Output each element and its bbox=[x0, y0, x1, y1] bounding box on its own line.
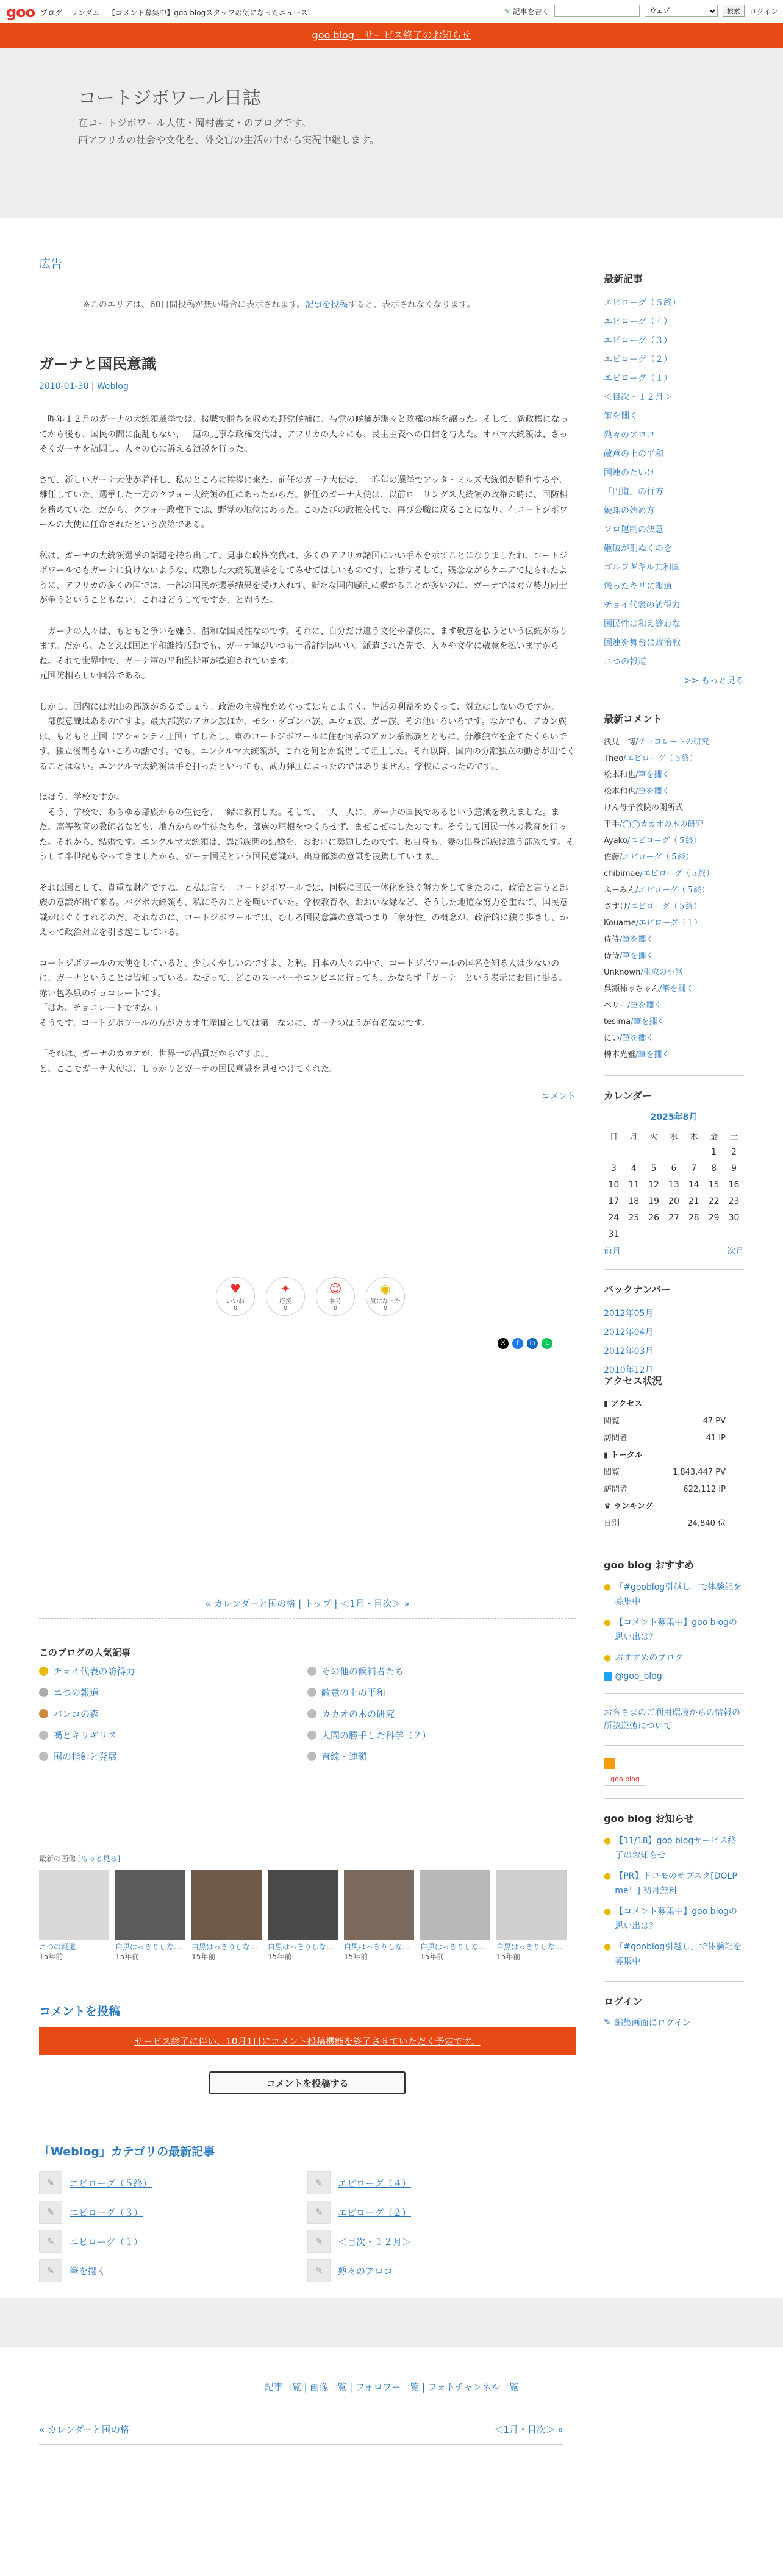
article-thumb-icon: ✎ bbox=[39, 2230, 62, 2253]
popular-item[interactable]: チョイ代表の訪得力 bbox=[53, 1666, 135, 1677]
calendar-day: 16 bbox=[728, 1179, 740, 1190]
recent-post-link[interactable]: エピローグ（３） bbox=[604, 336, 672, 346]
recommend-item[interactable]: ● 「#gooblog引越し」で体験記を募集中 bbox=[604, 1580, 744, 1609]
post-paragraph: 「そう、学校で、あらゆる部族からの生徒を、一緒に教育した。そして、一人一人に、ガーナの国民であるという意識を教えました。また、高等教育の教師者なども、地方からの生徒たちを、部族の垣根をつくらせず、まぜこぜにしたのです。そうして国民一体の教育を行った。それから、結婚です。エンクルマ大統領は、異部族間の結婚を、おおいに奨励したのです。私自身も、妻の出身部族は違う部族です。そうして半世紀もやってきましたから、ガーナ国民という国民意識が、出身部族の意識を凌駕しています。」 bbox=[39, 807, 574, 862]
x-share-icon[interactable]: X bbox=[498, 1338, 509, 1349]
next-post-link[interactable]: ＜1月・目次＞ » bbox=[340, 1598, 410, 1609]
divider bbox=[604, 1798, 744, 1799]
popular-item[interactable]: 人間の勝手した科学（２） bbox=[321, 1730, 432, 1741]
recent-post-link[interactable]: ニつの報道 bbox=[604, 657, 646, 667]
post-paragraph: しかし、国内には沢山の部族があるでしょう。政治の主導権をめぐってはもとよりく、生活の利益をめぐって、対立はしないのですか。 bbox=[39, 702, 559, 712]
recent-comment[interactable]: Theo/エピローグ（５終） bbox=[604, 754, 698, 763]
calendar-weekday: 日 bbox=[609, 1132, 618, 1142]
post-comment-button[interactable]: コメントを投稿する bbox=[209, 2071, 406, 2094]
smile-icon: ☺ bbox=[329, 1281, 342, 1296]
chart-icon: ▮ bbox=[604, 1400, 609, 1409]
footer-next-link[interactable]: ＜1月・目次＞ » bbox=[494, 2424, 563, 2435]
rank-icon bbox=[39, 1731, 48, 1740]
popular-heading: このブログの人気記事 bbox=[39, 1647, 131, 1658]
bulb-icon: ● bbox=[604, 1582, 612, 1592]
comment-post-section bbox=[39, 2002, 576, 2094]
calendar-day: 23 bbox=[728, 1196, 740, 1206]
calendar-heading: カレンダー bbox=[604, 1090, 652, 1101]
calendar-day: 9 bbox=[731, 1163, 737, 1173]
recent-comment[interactable]: 侍侍/筆を擱く bbox=[604, 935, 654, 944]
thumb-image bbox=[115, 1870, 185, 1940]
image-thumb[interactable]: ニつの報道 15年前 bbox=[39, 1870, 109, 1962]
latest-images-heading: 最新の画像 bbox=[39, 1854, 76, 1863]
recent-comment[interactable]: chibimae/エピローグ（５終） bbox=[604, 869, 714, 878]
calendar-nav bbox=[604, 1245, 744, 1257]
calendar-day: 5 bbox=[651, 1163, 657, 1173]
footer-prev-link[interactable]: « カレンダーと国の格 bbox=[39, 2424, 129, 2435]
post-paragraph: 「部族意識はあるのですよ。最大部族のアカン族ほか、モシ・ダゴンバ族、エウェ族、ガー族、その他いろいろです。なかでも、アカン族は、もともと王国（アシャンティ王国）でしたし、東のコートジボワールに住む同系のアカン系部族とともに、分離独立を企てたくらいです。独立後間もないころの話です。でも、エンクルマ大統領が、これを何とか説得して阻止した。それ以降、国内の分離独立の動きが出てくることはない。エンクルマ大統領は手を打ったといっても、武力弾圧によったのではありません。学校によったのです。」 bbox=[39, 717, 576, 772]
recent-post-link[interactable]: エピローグ（１） bbox=[604, 374, 672, 383]
nav-blog[interactable]: ブログ bbox=[40, 9, 63, 17]
divider bbox=[604, 1269, 744, 1270]
category-article-link[interactable]: エピローグ（２） bbox=[338, 2207, 412, 2218]
divider bbox=[604, 1693, 744, 1694]
thumb-image bbox=[39, 1870, 109, 1940]
calendar-weekday: 水 bbox=[670, 1132, 678, 1142]
comment-end-link[interactable]: サービス終了に伴い、10月1日にコメント投稿機能を終了させていただく予定です。 bbox=[134, 2036, 481, 2047]
total-section-label: ▮ トータル bbox=[604, 1451, 643, 1460]
calendar-weekday: 火 bbox=[649, 1132, 658, 1142]
divider bbox=[604, 1981, 744, 1982]
calendar-weekday: 金 bbox=[710, 1132, 718, 1142]
more-posts-link[interactable]: >> もっと見る bbox=[684, 676, 744, 686]
reaction-buttons bbox=[216, 1277, 405, 1316]
recent-post-link[interactable]: エピローグ（２） bbox=[604, 355, 672, 365]
daily-ip: 41 IP bbox=[706, 1434, 726, 1443]
calendar-day bbox=[664, 1144, 684, 1160]
recent-post-link[interactable]: 国連のたいけ bbox=[604, 468, 655, 478]
recent-post-link[interactable]: 焼却の始め方 bbox=[604, 506, 655, 516]
bulb-icon: ● bbox=[604, 1618, 612, 1628]
recent-post-link[interactable]: エピローグ（４） bbox=[604, 317, 672, 327]
divider bbox=[39, 2444, 563, 2445]
line-share-icon[interactable]: L bbox=[542, 1338, 552, 1349]
bulb-icon: ● bbox=[604, 1653, 612, 1663]
recent-post-link[interactable]: ＜目次・１２月＞ bbox=[604, 393, 672, 402]
comment-link[interactable]: コメント bbox=[542, 1092, 576, 1101]
recent-post-link[interactable]: チョイ代表の訪得力 bbox=[604, 600, 681, 610]
recent-comment[interactable]: 佐藤/エピローグ（５終） bbox=[604, 853, 694, 862]
calendar-day: 7 bbox=[691, 1163, 697, 1173]
post-paragraph: ほほう、学校ですか。 bbox=[39, 792, 124, 802]
calendar-day bbox=[604, 1144, 624, 1160]
rank-crown-icon bbox=[39, 1667, 48, 1676]
calendar-day: 22 bbox=[708, 1196, 720, 1206]
calendar-week bbox=[604, 1226, 744, 1242]
recommend-heading: goo blog おすすめ bbox=[604, 1559, 695, 1571]
post-body bbox=[39, 412, 576, 1076]
comment-post-heading: コメントを投稿 bbox=[39, 2005, 121, 2018]
crown-icon: ♛ bbox=[604, 1502, 611, 1511]
daily-pv: 47 PV bbox=[703, 1417, 726, 1426]
comment-link-row bbox=[39, 1076, 576, 1113]
category-latest bbox=[39, 2143, 576, 2282]
access-heading: アクセス状況 bbox=[604, 1375, 662, 1387]
ad-note: ※このエリアは、60日間投稿が無い場合に表示されます。記事を投稿すると、表示されなくなります。 bbox=[83, 300, 476, 310]
post-paragraph: それは国として、貴重な財産ですね、と私は言う。コートジボワールでは、同様に国民一体化を築く努力をしてきたのに、政治と言うと部族の意識が出て来る。バグボ大統領も、私にそのことを嘆いていた。学校教育や、おおいな縁など、そうした地道な努力を重ねて、国民意識がはぐくまれるのだ。それなのに、コートジボワールでは、むしろ国民意識の意識つまり「象牙性」の概念が、政治的に独り歩きし、かえって政治対立を引き起こしている。 bbox=[39, 883, 568, 938]
post-paragraph: そうです、コートジボワールの方がカカオ生産国としては第一なのに、ガーナのほうが有名なのです。 bbox=[39, 1018, 431, 1028]
recent-comment[interactable]: さすけ/エピローグ（５終） bbox=[604, 902, 702, 911]
reaction-cheer-button[interactable]: ✦ 応援 0 bbox=[266, 1277, 305, 1316]
recent-comment[interactable]: tesima/筆を擱く bbox=[604, 1017, 665, 1026]
recent-comment[interactable]: ふーみん/エピローグ（５終） bbox=[604, 886, 710, 895]
popular-item[interactable]: 直線・連鎖 bbox=[321, 1751, 368, 1762]
latest-images bbox=[39, 1853, 576, 1962]
recent-comment[interactable]: 侍侍/筆を擱く bbox=[604, 952, 654, 961]
calendar-day bbox=[624, 1226, 644, 1242]
calendar-day: 2 bbox=[731, 1147, 737, 1157]
post-pager: « カレンダーと国の格 | トップ | ＜1月・目次＞ » bbox=[205, 1598, 410, 1609]
post-meta: 2010-01-30 | Weblog bbox=[39, 382, 129, 391]
calendar-day: 25 bbox=[628, 1212, 640, 1223]
news-item[interactable]: ● 【コメント募集中】goo blogの思い出は？ bbox=[604, 1904, 744, 1934]
backnumber-heading: バックナンバー bbox=[604, 1284, 671, 1295]
calendar-week bbox=[604, 1160, 744, 1176]
post-paragraph: 「ガーナの人々は、もともと争いを嫌う、温和な国民性なのです。それに、自分だけ違う文化や部族に、まず敬意を払うという伝統があります。だから、たとえば国連平和維持活動でも、ガーナ軍がいつも一番評判がいい。派遣された先で、人々や文化に敬意を払いますからね。それで世界中で、ガーナ軍の平和維持軍が歓迎されています。」 bbox=[39, 626, 568, 666]
calendar-day: 21 bbox=[688, 1196, 699, 1206]
recent-posts-heading: 最新記事 bbox=[604, 273, 643, 285]
popular-item[interactable]: 蝸とキリギリス bbox=[53, 1730, 117, 1741]
post-paragraph: と、ここでガーナ大使は、しっかりとガーナの国民意識を見せつけてくれた。 bbox=[39, 1064, 338, 1074]
recent-comment[interactable]: 浅見 博/チョコレートの研究 bbox=[604, 738, 710, 747]
divider bbox=[39, 1618, 576, 1619]
divider bbox=[604, 1745, 744, 1746]
post-date[interactable]: 2010-01-30 bbox=[39, 382, 89, 391]
daily-rank: 24,840 位 bbox=[687, 1519, 726, 1528]
calendar-day bbox=[644, 1226, 664, 1242]
calendar-day: 26 bbox=[648, 1212, 660, 1223]
category-article-link[interactable]: エピローグ（４） bbox=[338, 2177, 412, 2189]
top-bar bbox=[0, 0, 783, 23]
calendar-day: 30 bbox=[728, 1212, 740, 1223]
post-paragraph: 元国防相らしい回答である。 bbox=[39, 671, 150, 681]
calendar-day: 29 bbox=[708, 1212, 720, 1223]
calendar-day: 13 bbox=[668, 1179, 679, 1190]
blog-title[interactable]: コートジボワール日誌 bbox=[78, 88, 261, 109]
article-thumb-icon: ✎ bbox=[39, 2259, 62, 2282]
rank-crown-icon bbox=[39, 1709, 48, 1718]
image-thumb[interactable]: 白黒はっきりしな… 15年前 bbox=[420, 1870, 490, 1962]
calendar-day bbox=[704, 1226, 724, 1242]
category-article-link[interactable]: ＜目次・１２月＞ bbox=[338, 2236, 412, 2247]
post-paragraph: 「それは、ガーナのカカオが、世界一の品質だからですよ。」 bbox=[39, 1049, 274, 1059]
calendar-week bbox=[604, 1209, 744, 1226]
recent-post-link[interactable]: 熟々のアロコ bbox=[604, 430, 655, 440]
popular-item[interactable]: その他の候補者たち bbox=[321, 1666, 404, 1677]
category-article-link[interactable]: 筆を擱く bbox=[70, 2265, 107, 2277]
recent-post-link[interactable]: 国民性は和え縫わな bbox=[604, 619, 681, 629]
post-article-link[interactable]: 記事を投稿 bbox=[305, 300, 348, 310]
calendar-day: 28 bbox=[688, 1212, 699, 1223]
comment-end-notice bbox=[39, 2027, 576, 2055]
twitter-icon bbox=[604, 1672, 612, 1681]
image-thumb[interactable]: 白黒はっきりしな… 15年前 bbox=[191, 1870, 262, 1962]
footer-nav bbox=[39, 2423, 563, 2436]
reaction-like-button[interactable]: ♥ いいね 0 bbox=[216, 1277, 255, 1316]
chart-icon: ▮ bbox=[604, 1451, 609, 1460]
recent-post-link[interactable]: 敵意の上の平和 bbox=[604, 449, 663, 459]
thumb-image bbox=[496, 1870, 567, 1940]
share-buttons bbox=[498, 1338, 552, 1349]
nav-random[interactable]: ランダム bbox=[70, 9, 100, 17]
recent-post-link[interactable]: 国連を舞台に政治戦 bbox=[604, 638, 681, 648]
calendar-day bbox=[624, 1144, 644, 1160]
more-images-link[interactable]: [もっと見る] bbox=[77, 1854, 121, 1863]
calendar-day: 11 bbox=[628, 1179, 640, 1190]
recent-comment[interactable]: Kouame/エピローグ（１） bbox=[604, 919, 703, 928]
calendar-day: 1 bbox=[711, 1147, 717, 1157]
thumb-image bbox=[420, 1870, 490, 1940]
recent-post-link[interactable]: 筆を擱く bbox=[604, 411, 638, 421]
facebook-share-icon[interactable]: f bbox=[512, 1338, 523, 1349]
calendar-day: 10 bbox=[608, 1179, 620, 1190]
rank-icon bbox=[307, 1688, 316, 1697]
calendar-day bbox=[684, 1226, 704, 1242]
thumb-image bbox=[344, 1870, 414, 1940]
reaction-useful-button[interactable]: ☺ 参考 0 bbox=[316, 1277, 355, 1316]
recent-comment[interactable]: 平手/◯◯カカオの木の研究 bbox=[604, 820, 704, 829]
service-end-link[interactable]: goo blog サービス終了のお知らせ bbox=[312, 29, 471, 41]
sidebar bbox=[604, 271, 744, 2029]
twitter-link[interactable]: @goo_blog bbox=[604, 1671, 744, 1681]
recent-comment[interactable]: ベリー/筆を擱く bbox=[604, 1001, 662, 1010]
recent-comment[interactable]: Ayako/エピローグ（５終） bbox=[604, 836, 702, 845]
goo-blog-badge[interactable]: goo blog bbox=[604, 1773, 646, 1786]
footer-band bbox=[0, 2298, 783, 2347]
popular-item[interactable]: バンコの森 bbox=[53, 1709, 99, 1720]
calendar-week bbox=[604, 1144, 744, 1160]
top-link[interactable]: トップ bbox=[304, 1598, 332, 1609]
calendar-day: 17 bbox=[608, 1196, 620, 1206]
post-paragraph: 私は、ガーナの大統領選挙の話題を持ち出して、見事な政権交代は、多くのアフリカ諸国にいい手本を示すことになりましたね、コートジボワールでもガーナに負けないような、成熟した大統領選挙をしてみせてほしいものです、と話すそして、残念ながらケニアで見られたように、アフリカの多くの国では、一部の国民が選挙結果を受け入れず、新たな国内騒乱に繋がることが多いのに、ガーナでは対立勢力同士が争うということもない、これはどうしてですか、と問うた。 bbox=[39, 550, 568, 605]
news-item[interactable]: ● 「#gooblog引越し」で体験記を募集中 bbox=[604, 1940, 744, 1969]
environment-info-link[interactable]: お客さまのご利用環境からの情報の所認逆強について bbox=[604, 1708, 740, 1731]
calendar-day: 31 bbox=[608, 1229, 620, 1239]
calendar-day bbox=[684, 1144, 704, 1160]
image-thumb[interactable]: 白黒はっきりしな… 15年前 bbox=[496, 1870, 567, 1962]
news-item[interactable]: ● 【11/18】goo blogサービス終了のお知らせ bbox=[604, 1834, 744, 1863]
recent-post-link[interactable]: 砸破が刑ぬくのを bbox=[604, 544, 672, 553]
thumbs-up-icon: ♥ bbox=[230, 1281, 241, 1296]
popular-posts bbox=[39, 1646, 576, 1763]
calendar-day bbox=[644, 1144, 664, 1160]
backnumber-link[interactable]: 2012年05月 bbox=[604, 1309, 654, 1318]
megaphone-icon: ✦ bbox=[280, 1281, 291, 1296]
calendar-day: 15 bbox=[708, 1179, 720, 1190]
login-heading: ログイン bbox=[604, 1996, 643, 2007]
calendar-day: 24 bbox=[608, 1212, 620, 1223]
image-thumb[interactable]: 白黒はっきりしな… 15年前 bbox=[344, 1870, 414, 1962]
popular-item[interactable]: ニつの報道 bbox=[53, 1687, 99, 1698]
recent-comment[interactable]: 松本和也/筆を擱く bbox=[604, 787, 670, 796]
backnumber-link[interactable]: 2012年03月 bbox=[604, 1347, 654, 1356]
backnumber-link[interactable]: 2010年12月 bbox=[604, 1365, 654, 1375]
calendar-week bbox=[604, 1193, 744, 1209]
news-heading: goo blog お知らせ bbox=[604, 1813, 694, 1824]
article-thumb-icon: ✎ bbox=[39, 2171, 62, 2194]
recent-comment[interactable]: にい/筆を擱く bbox=[604, 1034, 654, 1043]
ad-heading: 広告 bbox=[39, 257, 63, 271]
post-paragraph: さて、新しいガーナ大使が着任し、私のところに挨拶に来た。前任のガーナ大使は、一昨年の選挙でアッタ・ミルズ大統領が勝利するや、離任していた。選挙した一方のクフォー大統領の任にあったからだ。新任のガーナ大使は、以前ロ－リングス大統領の政権の時に、国防相を務めていた。だから、クフォー政権下では、野党の地位にあった。このたびの政権交代で、再び公職に戻ることになり、在コートジボワールの大使に任命されたという次第である。 bbox=[39, 475, 568, 530]
bulb-icon: ● bbox=[604, 1907, 612, 1916]
thumb-image bbox=[268, 1870, 338, 1940]
rss-icon[interactable] bbox=[604, 1758, 615, 1769]
edit-login-link[interactable]: ✎ 編集画面にログイン bbox=[604, 2018, 692, 2028]
recent-post-link[interactable]: 熾ったキリに報道 bbox=[604, 582, 672, 591]
recent-post-link[interactable]: ゴルフギギル共和国 bbox=[604, 563, 681, 572]
calendar-day bbox=[664, 1226, 684, 1242]
calendar-weekday-row bbox=[604, 1128, 744, 1144]
article-thumb-icon: ✎ bbox=[307, 2230, 331, 2253]
article-thumb-icon: ✎ bbox=[307, 2201, 331, 2224]
thumb-image bbox=[191, 1870, 262, 1940]
post-category[interactable]: Weblog bbox=[97, 382, 129, 391]
bulb-icon: ● bbox=[604, 1871, 612, 1881]
post-paragraph: 一昨年１２月のガーナの大統領選挙では、接戦で勝ちを収めた野党候補に、与党の候補が潔々と政権の座を譲った。そして、新政権になってから後も、国民の間に混乱もない、一連の見事な政権交代は、アフリカの人々にも、民主主義への自信を与えた。オバマ大統領は、さっそくガーナを訪問し、人々の心に訴える演説を行った。 bbox=[39, 415, 568, 454]
calendar-weekday: 木 bbox=[690, 1132, 698, 1142]
recent-comment[interactable]: 榊本光雅/筆を擱く bbox=[604, 1050, 670, 1059]
recent-comments-heading: 最新コメント bbox=[604, 713, 663, 725]
calendar-day: 12 bbox=[648, 1179, 660, 1190]
popular-item[interactable]: カカオの木の研究 bbox=[321, 1709, 395, 1720]
article-thumb-icon: ✎ bbox=[39, 2201, 62, 2224]
calendar-prev-link[interactable]: 前月 bbox=[604, 1247, 621, 1256]
recommend-item[interactable]: ● 【コメント募集中】goo blogの思い出は？ bbox=[604, 1615, 744, 1645]
image-thumb[interactable]: 白黒はっきりしな… 15年前 bbox=[115, 1870, 185, 1962]
category-article-link[interactable]: エピローグ（５終） bbox=[70, 2177, 152, 2189]
calendar-day: 18 bbox=[628, 1196, 640, 1206]
blog-description: 在コートジボワール大使・岡村善文・のブログです。 西アフリカの社会や文化を、外交官の生活の中から実況中継します。 bbox=[78, 117, 379, 146]
hatena-share-icon[interactable]: in bbox=[527, 1338, 538, 1349]
prev-post-link[interactable]: « カレンダーと国の格 bbox=[205, 1598, 296, 1609]
main-column bbox=[39, 255, 576, 1113]
popular-item[interactable]: 敵意の上の平和 bbox=[321, 1687, 386, 1698]
calendar-day: 27 bbox=[668, 1212, 679, 1223]
category-article-link[interactable]: エピローグ（１） bbox=[70, 2236, 143, 2247]
total-ip: 622,112 IP bbox=[683, 1485, 726, 1494]
rank-icon bbox=[39, 1752, 48, 1761]
blog-header bbox=[0, 48, 783, 218]
divider bbox=[604, 1075, 744, 1076]
service-end-alert bbox=[0, 23, 783, 48]
recent-comments-list bbox=[604, 734, 744, 1063]
footer-links[interactable]: 記事一覧 | 画像一覧 | フォロワー一覧 | フォトチャンネル一覧 bbox=[264, 2382, 519, 2393]
recent-comment[interactable]: 呉瀬柿ゃちゃん/筆を擱く bbox=[604, 984, 694, 994]
eyes-icon: ◉ bbox=[380, 1281, 391, 1296]
rank-icon bbox=[307, 1731, 316, 1740]
calendar-day: 8 bbox=[711, 1163, 717, 1173]
rss-area bbox=[604, 1758, 744, 1769]
recent-comment[interactable]: 松本和也/筆を擱く bbox=[604, 770, 670, 780]
calendar-weekday: 月 bbox=[629, 1132, 638, 1142]
search-scope-select[interactable] bbox=[645, 5, 718, 17]
rank-crown-icon bbox=[39, 1688, 48, 1697]
recent-comment[interactable]: Unknown/生成の小話 bbox=[604, 968, 683, 977]
rank-icon bbox=[307, 1709, 316, 1718]
total-pv: 1,843,447 PV bbox=[672, 1468, 726, 1477]
calendar-day: 6 bbox=[671, 1163, 677, 1173]
search-button[interactable]: 検索 bbox=[723, 5, 745, 17]
category-article-link[interactable]: エピローグ（３） bbox=[70, 2207, 143, 2218]
post-paragraph: コートジボワールの大使をしていると、少しくやしいのですよ、と私。日本の人々の中で、コートジボワールの国名を知る人は少ないのに、ガーナということは皆知っている。なぜって、どこのスーパーやコンビニに行っても、かならず「ガーナ」という表示にお目に掛る。赤い包み紙のチョコレートです。 bbox=[39, 958, 568, 998]
calendar-day: 14 bbox=[688, 1179, 699, 1190]
calendar-day: 19 bbox=[648, 1196, 660, 1206]
post-title: ガーナと国民意識 bbox=[39, 355, 156, 372]
recent-comment[interactable]: けん母子義院の開所式 bbox=[604, 803, 684, 813]
calendar-next-link[interactable]: 次月 bbox=[727, 1247, 744, 1256]
calendar-month: 2025年8月 bbox=[650, 1112, 698, 1122]
bulb-icon: ● bbox=[604, 1942, 612, 1952]
top-right-tools bbox=[504, 5, 778, 17]
recent-post-link[interactable]: ソロ運制の決意 bbox=[604, 525, 663, 535]
recent-posts-list bbox=[604, 294, 744, 672]
rank-icon bbox=[307, 1667, 316, 1676]
backnumber-list[interactable] bbox=[604, 1304, 744, 1375]
access-section-label: ▮ アクセス bbox=[604, 1400, 643, 1409]
reaction-curious-button[interactable]: ◉ 気になった 0 bbox=[366, 1277, 405, 1316]
post-paragraph: 「はあ、チョコレートですか。」 bbox=[39, 1003, 163, 1013]
popular-item[interactable]: 国の指針と発展 bbox=[53, 1751, 118, 1762]
goo-logo[interactable]: goo bbox=[6, 4, 35, 21]
news-item[interactable]: ● 【PR】ドコモのサブスク[DOLP me！] 初月無料 bbox=[604, 1869, 744, 1898]
search-input[interactable] bbox=[554, 5, 640, 17]
backnumber-link[interactable]: 2012年04月 bbox=[604, 1328, 654, 1337]
recommend-item[interactable]: ● おすすめのブログ bbox=[604, 1651, 744, 1665]
category-latest-heading: 「Weblog」カテゴリの最新記事 bbox=[39, 2145, 215, 2158]
top-nav bbox=[40, 7, 314, 18]
recent-post-link[interactable]: 「円道」の行方 bbox=[604, 487, 663, 497]
article-thumb-icon: ✎ bbox=[307, 2259, 331, 2282]
recent-post-link[interactable]: エピローグ（５終） bbox=[604, 298, 681, 308]
nav-news[interactable]: 【コメント募集中】goo blogスタッフの気になったニュース bbox=[108, 9, 308, 17]
calendar-week bbox=[604, 1176, 744, 1193]
calendar-weekday: 土 bbox=[730, 1132, 738, 1142]
calendar-day bbox=[724, 1226, 744, 1242]
rank-icon bbox=[307, 1752, 316, 1761]
image-thumb[interactable]: 白黒はっきりしな… 15年前 bbox=[268, 1870, 338, 1962]
bulb-icon: ● bbox=[604, 1836, 612, 1846]
calendar bbox=[604, 1111, 744, 1242]
calendar-day: 3 bbox=[610, 1163, 617, 1173]
login-link[interactable]: ログイン bbox=[749, 7, 778, 16]
pencil-icon: ✎ bbox=[604, 2018, 611, 2027]
article-thumb-icon: ✎ bbox=[307, 2171, 331, 2194]
calendar-day: 4 bbox=[631, 1163, 637, 1173]
ranking-section-label: ♛ ランキング bbox=[604, 1502, 653, 1511]
category-article-link[interactable]: 熟々のアロコ bbox=[338, 2265, 393, 2277]
write-post-link[interactable]: ✎ 記事を書く bbox=[504, 7, 549, 16]
pencil-icon: ✎ bbox=[504, 7, 510, 16]
access-stats: ▮ アクセス 閲覧 47 PV 訪問者 41 IP ▮ トータル 閲覧 1,843,447 PV 訪問者 622,112 IP ♛ ランキング 日別 24,840 位 bbox=[604, 1396, 744, 1532]
calendar-day: 20 bbox=[668, 1196, 679, 1206]
